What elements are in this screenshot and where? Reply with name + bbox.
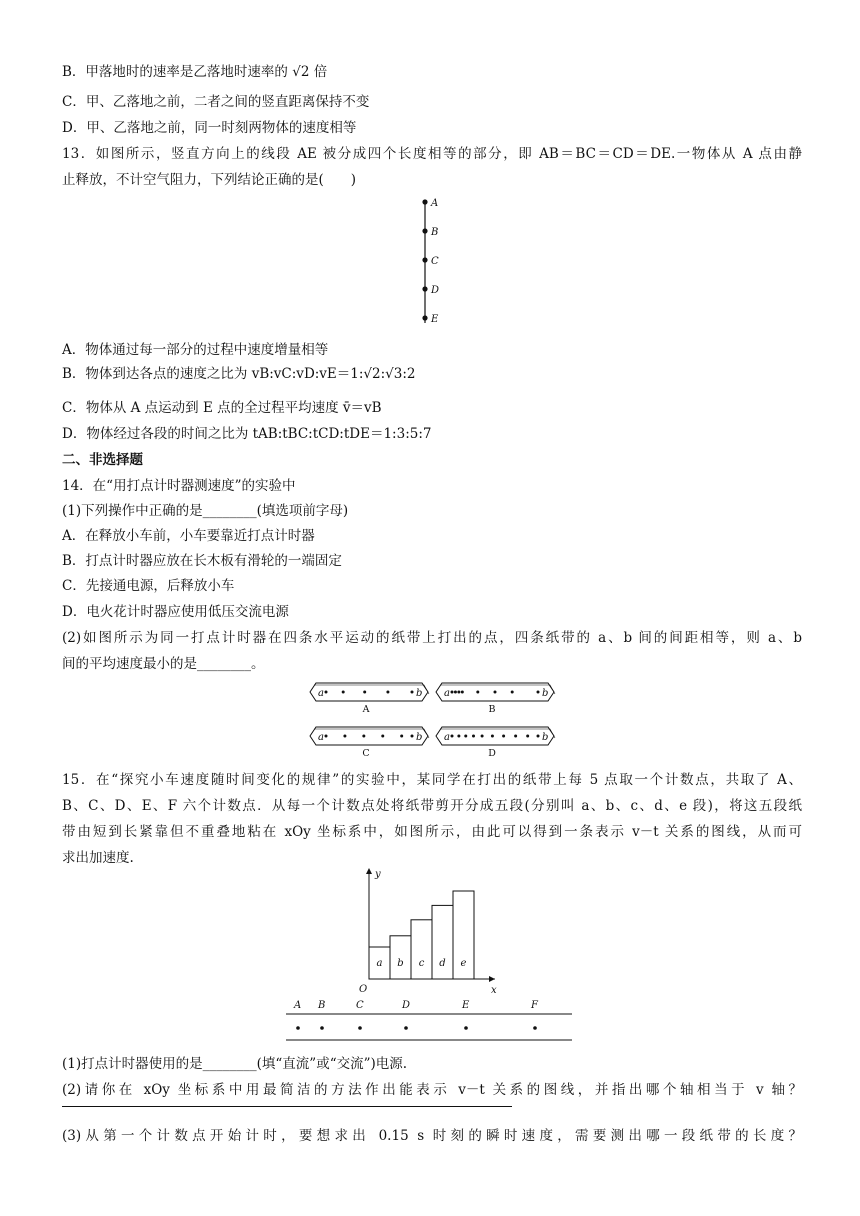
tape-dot — [537, 691, 540, 694]
segment-label-c: c — [418, 958, 425, 969]
option-13d: D．物体经过各段的时间之比为 tAB:tBC:tCD:tDE＝1:3:5:7 — [62, 426, 432, 442]
segment-label-b: b — [397, 958, 404, 969]
origin-label: O — [359, 984, 368, 995]
point-label-b: B — [431, 227, 439, 238]
tape-point-a — [296, 1026, 300, 1030]
x-axis-label: x — [491, 985, 497, 996]
figure-14-paper-tapes — [300, 680, 570, 768]
tape-dot — [325, 735, 328, 738]
segment-c — [411, 920, 432, 979]
tape-point-b — [320, 1026, 324, 1030]
tape-dot — [461, 691, 464, 694]
tape-point-label-c: C — [356, 1000, 364, 1011]
tape-dot — [342, 691, 345, 694]
question-14-part2-line1: (2)如图所示为同一打点计时器在四条水平运动的纸带上打出的点，四条纸带的 a、b 间的间距相等，则 a、b — [62, 630, 802, 646]
question-15-line2: B、C、D、E、F 六个计数点．从每一个计数点处将纸带剪开分成五段(分别叫 a、b、c、d、e 段)，将这五段纸 — [62, 798, 802, 814]
tape-point-label-e: E — [462, 1000, 470, 1011]
tape-end-b: b — [542, 732, 549, 743]
tape-dot — [386, 691, 389, 694]
option-12d: D．甲、乙落地之前，同一时刻两物体的速度相等 — [62, 120, 357, 136]
tape-dot — [511, 691, 514, 694]
option-14c: C．先接通电源，后释放小车 — [62, 578, 235, 594]
tape-dot — [526, 735, 529, 738]
tape-point-label-d: D — [402, 1000, 411, 1011]
tape-dot — [464, 735, 467, 738]
tape-dot — [381, 735, 384, 738]
point-label-d: D — [431, 285, 440, 296]
question-15-line3: 带由短到长紧靠但不重叠地粘在 xOy 坐标系中，如图所示，由此可以得到一条表示 v－t 关系的图线，从而可 — [62, 824, 802, 840]
y-axis-arrow — [366, 868, 372, 874]
question-15-part1: (1)打点计时器使用的是________(填“直流”或“交流”)电源. — [62, 1056, 408, 1072]
tape-end-a: a — [318, 732, 324, 743]
point-label-e: E — [431, 314, 439, 325]
question-13-line1: 13．如图所示，竖直方向上的线段 AE 被分成四个长度相等的部分，即 AB＝BC＝CD＝DE.一物体从 A 点由静 — [62, 146, 802, 162]
point-label-a: A — [431, 198, 439, 209]
tape-dot — [472, 735, 475, 738]
tape-end-b: b — [416, 688, 423, 699]
tape-point-c — [358, 1026, 362, 1030]
tape-end-b: b — [416, 732, 423, 743]
question-14-part1: (1)下列操作中正确的是________(填选项前字母) — [62, 503, 349, 519]
figure-13-vertical-line — [400, 190, 460, 330]
tape-end-a: a — [318, 688, 324, 699]
tape-dot — [457, 691, 460, 694]
tape-end-a: a — [444, 732, 450, 743]
point-b — [422, 228, 427, 233]
tape-dot — [400, 735, 403, 738]
section-heading-nonchoice: 二、非选择题 — [62, 452, 143, 468]
option-12c: C．甲、乙落地之前，二者之间的竖直距离保持不变 — [62, 94, 370, 110]
tape-dot — [454, 691, 457, 694]
segment-label-a: a — [376, 958, 383, 969]
tape-point-label-b: B — [318, 1000, 326, 1011]
question-14: 14．在“用打点计时器测速度”的实验中 — [62, 478, 296, 494]
tape-label-c: C — [362, 748, 370, 759]
tape-dot — [457, 735, 460, 738]
point-e — [422, 315, 427, 320]
tape-d — [436, 727, 554, 745]
point-d — [422, 286, 427, 291]
figure-15-tape-chart — [280, 862, 580, 1047]
tape-dot — [362, 735, 365, 738]
question-13-line2: 止释放，不计空气阻力，下列结论正确的是( ) — [62, 172, 357, 188]
tape-dot — [451, 735, 454, 738]
tape-a — [310, 683, 428, 701]
option-14b: B．打点计时器应放在长木板有滑轮的一端固定 — [62, 553, 342, 569]
option-13b: B．物体到达各点的速度之比为 vB:vC:vD:vE＝1:√2:√3:2 — [62, 366, 416, 382]
tape-label-d: D — [488, 748, 496, 759]
y-axis-label: y — [375, 869, 381, 880]
option-14d: D．电火花计时器应使用低压交流电源 — [62, 604, 289, 620]
tape-end-b: b — [542, 688, 549, 699]
question-14-part2-line2: 间的平均速度最小的是________。 — [62, 656, 265, 672]
option-13a: A．物体通过每一部分的过程中速度增量相等 — [62, 342, 329, 358]
answer-line — [62, 1106, 512, 1107]
tape-dot — [363, 691, 366, 694]
tape-point-label-a: A — [294, 1000, 302, 1011]
tape-dot — [411, 735, 414, 738]
point-label-c: C — [431, 256, 439, 267]
tape-dot — [502, 735, 505, 738]
tape-c — [310, 727, 428, 745]
tape-point-f — [533, 1026, 537, 1030]
tape-dot — [411, 691, 414, 694]
tape-point-e — [464, 1026, 468, 1030]
tape-dot — [325, 691, 328, 694]
question-15-part2: (2)请你在 xOy 坐标系中用最简洁的方法作出能表示 v－t 关系的图线，并指出哪个轴相当于 v 轴？ — [62, 1082, 802, 1098]
option-13c: C．物体从 A 点运动到 E 点的全过程平均速度 v̄＝vB — [62, 400, 382, 416]
option-14a: A．在释放小车前，小车要靠近打点计时器 — [62, 528, 315, 544]
question-15-part3: (3)从第一个计数点开始计时，要想求出 0.15 s 时刻的瞬时速度，需要测出哪一段纸带的长度？ — [62, 1128, 802, 1144]
segment-label-e: e — [460, 958, 467, 969]
x-axis-arrow — [489, 976, 495, 982]
tape-dot — [481, 735, 484, 738]
tape-dot — [514, 735, 517, 738]
tape-end-a: a — [444, 688, 450, 699]
tape-dot — [343, 735, 346, 738]
point-a — [422, 199, 427, 204]
question-15-line4: 求出加速度. — [62, 850, 134, 866]
segment-label-d: d — [439, 958, 446, 969]
tape-dot — [491, 735, 494, 738]
tape-point-label-f: F — [531, 1000, 538, 1011]
question-15-line1: 15．在“探究小车速度随时间变化的规律”的实验中，某同学在打出的纸带上每 5 点取一个计数点，共取了 A、 — [62, 772, 802, 788]
tape-dot — [451, 691, 454, 694]
tape-dot — [476, 691, 479, 694]
option-12b: B．甲落地时的速率是乙落地时速率的 √2 倍 — [62, 64, 328, 80]
tape-dot — [537, 735, 540, 738]
point-c — [422, 257, 427, 262]
tape-dot — [494, 691, 497, 694]
tape-point-d — [404, 1026, 408, 1030]
tape-label-a: A — [362, 704, 370, 715]
tape-label-b: B — [488, 704, 496, 715]
